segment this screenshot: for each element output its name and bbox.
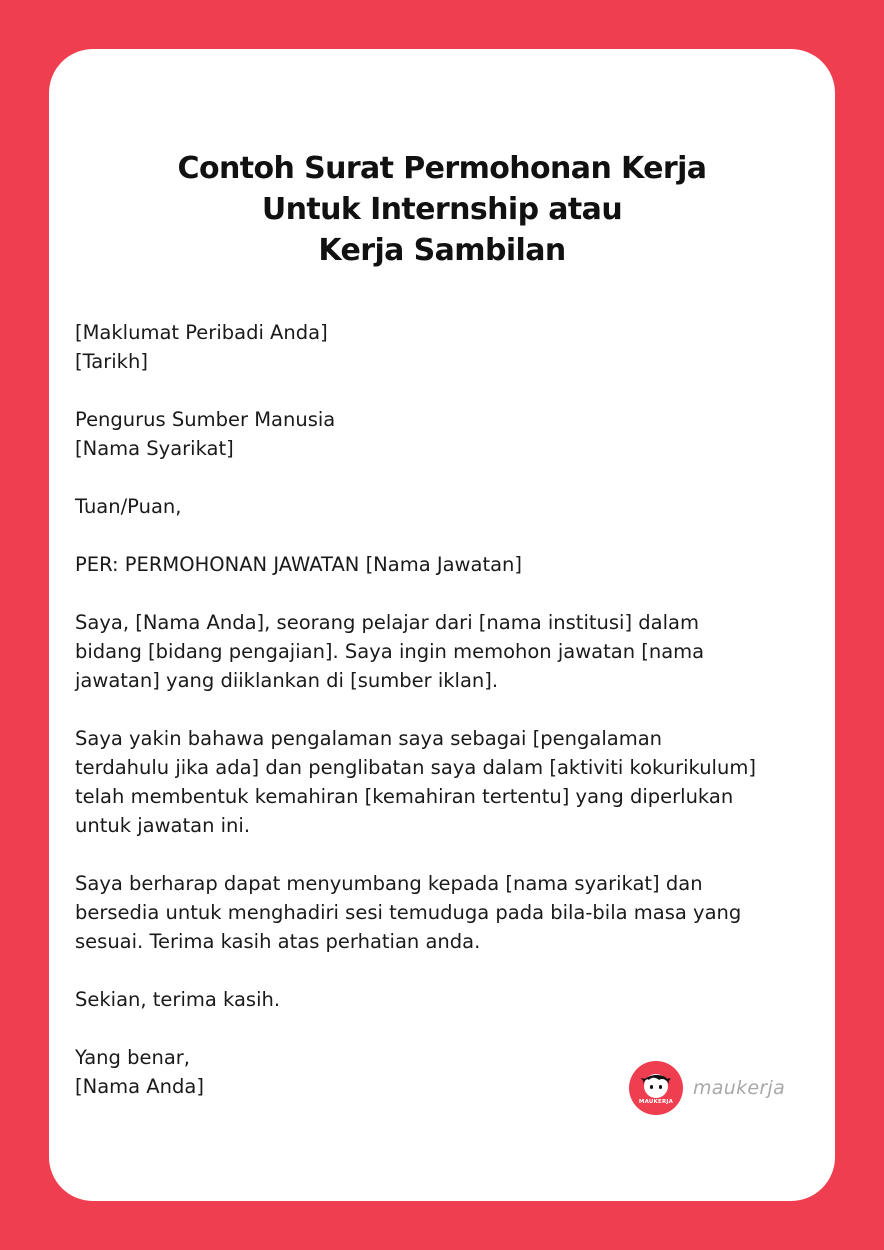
- page-title: [49, 148, 835, 271]
- paragraph-1-line: jawatan] yang diiklankan di [sumber iklan].: [75, 669, 499, 692]
- paragraph-3-line: sesuai. Terima kasih atas perhatian anda.: [75, 930, 481, 953]
- title-line-2: Untuk Internship atau: [261, 192, 623, 227]
- recipient-company: [Nama Syarikat]: [75, 437, 234, 460]
- letter-date: [Tarikh]: [75, 350, 148, 373]
- letter-body: [75, 318, 815, 1101]
- paragraph-3-line: bersedia untuk menghadiri sesi temuduga pada bila-bila masa yang: [75, 901, 742, 924]
- paragraph-2-line: Saya yakin bahawa pengalaman saya sebagai [pengalaman: [75, 727, 662, 750]
- paragraph-3-line: Saya berharap dapat menyumbang kepada [nama syarikat] dan: [75, 872, 703, 895]
- logo-mark-text: MAUKERJA: [638, 1099, 674, 1105]
- letter-card: [49, 49, 835, 1201]
- paragraph-1-line: bidang [bidang pengajian]. Saya ingin memohon jawatan [nama: [75, 640, 705, 663]
- title-line-3: Kerja Sambilan: [318, 233, 566, 268]
- salutation: Tuan/Puan,: [75, 495, 182, 518]
- maukerja-mascot-icon: [629, 1061, 683, 1115]
- paragraph-2-line: telah membentuk kemahiran [kemahiran tertentu] yang diperlukan: [75, 785, 734, 808]
- signature-name: [Nama Anda]: [75, 1075, 204, 1098]
- paragraph-1-line: Saya, [Nama Anda], seorang pelajar dari [nama institusi] dalam: [75, 611, 699, 634]
- paragraph-2-line: untuk jawatan ini.: [75, 814, 251, 837]
- recipient-title: Pengurus Sumber Manusia: [75, 408, 336, 431]
- maukerja-logo: [629, 1061, 785, 1115]
- paragraph-2-line: terdahulu jika ada] dan penglibatan saya dalam [aktiviti kokurikulum]: [75, 756, 756, 779]
- sender-info: [Maklumat Peribadi Anda]: [75, 321, 328, 344]
- title-line-1: Contoh Surat Permohonan Kerja: [177, 151, 707, 186]
- sign-off: Yang benar,: [75, 1046, 191, 1069]
- closing: Sekian, terima kasih.: [75, 988, 281, 1011]
- brand-name: maukerja: [693, 1077, 786, 1099]
- subject-line: PER: PERMOHONAN JAWATAN [Nama Jawatan]: [75, 553, 523, 576]
